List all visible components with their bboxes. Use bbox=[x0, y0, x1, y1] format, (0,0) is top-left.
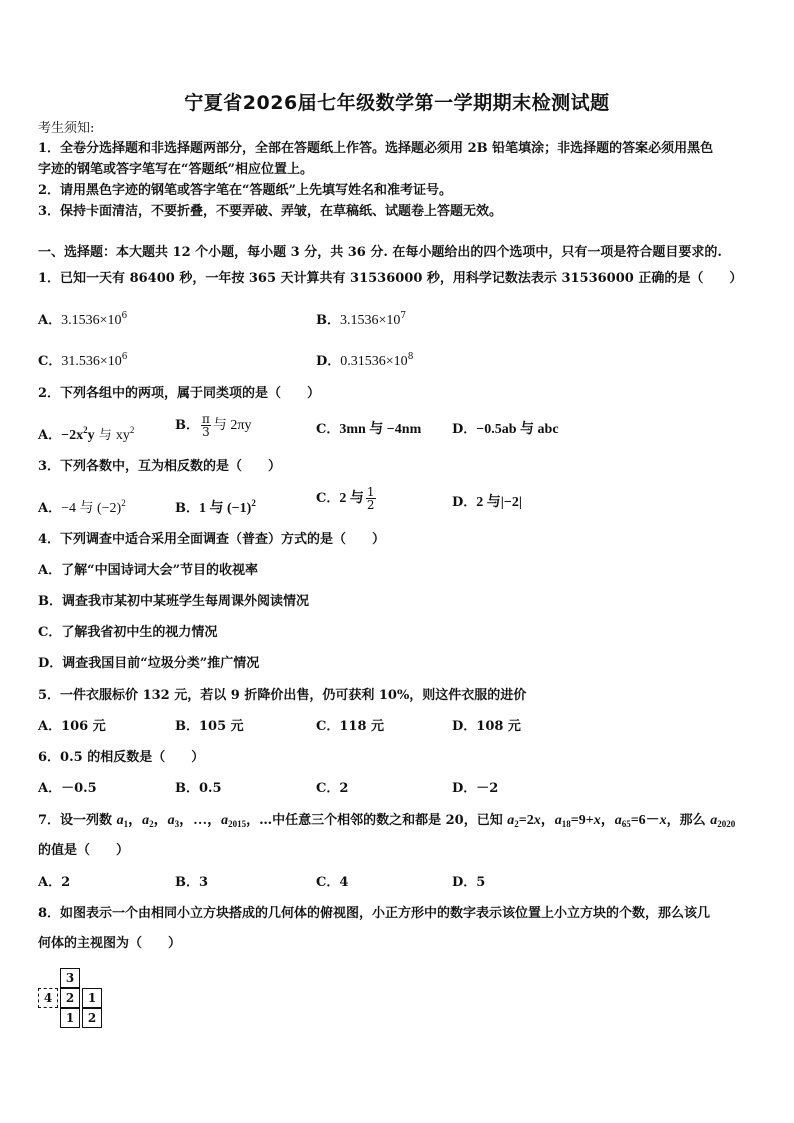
question-7-stem: 7．设一列数 $a_1$，$a_2$，$a_3$，…，$a_{2015}$，…中任意三个相邻的数之和都是 20，已知 $a_2=2x$，$a_{18}=9+x$，$a_{65}=6-x$，那么 $a_{2020}$ bbox=[38, 813, 736, 829]
q1-option-b bbox=[316, 307, 406, 330]
option-text: 3.1536×10 bbox=[61, 313, 122, 328]
option-label: C． bbox=[316, 422, 340, 437]
q5-option-b: B．105 元 bbox=[175, 719, 244, 734]
option-label: B． bbox=[316, 313, 340, 328]
question-4-stem: 4．下列调查中适合采用全面调查（普查）方式的是（ ） bbox=[38, 532, 386, 547]
fraction-numerator: π bbox=[202, 412, 210, 426]
option-text: 2 与|−2| bbox=[476, 495, 522, 510]
option-text: 0.31536×10 bbox=[340, 354, 408, 369]
exponent: 7 bbox=[400, 311, 407, 321]
option-label: B． bbox=[175, 501, 199, 516]
fraction bbox=[366, 486, 376, 511]
option-label: D． bbox=[452, 495, 477, 510]
grid-cell: 1 bbox=[82, 988, 102, 1008]
q2-option-a: A．$-2x^2y$ 与 $xy^2$ bbox=[38, 425, 135, 443]
notice-item: 3．保持卡面清洁，不要折叠，不要弄破、弄皱，在草稿纸、试题卷上答题无效。 bbox=[38, 204, 503, 219]
option-label: D． bbox=[452, 422, 477, 437]
q5-option-d: D．108 元 bbox=[452, 719, 521, 734]
notice-heading: 考生须知: bbox=[38, 121, 95, 136]
option-label: A． bbox=[38, 313, 62, 328]
q7-option-a: A．2 bbox=[38, 875, 71, 890]
q7-option-c: C．4 bbox=[316, 875, 349, 890]
q3-option-b bbox=[175, 494, 256, 518]
notice-item: 1．全卷分选择题和非选择题两部分，全部在答题纸上作答。选择题必须用 2B 铅笔填涂；非选择题的答案必须用黑色 bbox=[38, 141, 714, 156]
option-label: C． bbox=[316, 491, 340, 506]
question-6-stem: 6．0.5 的相反数是（ ） bbox=[38, 750, 205, 765]
q4-option: D．调查我国目前“垃圾分类”推广情况 bbox=[38, 656, 260, 671]
option-text: 3.1536×10 bbox=[340, 313, 401, 328]
option-text: −0.5ab 与 abc bbox=[476, 422, 559, 437]
section-heading: 一、选择题：本大题共 12 个小题，每小题 3 分，共 36 分. 在每小题给出的四个选项中，只有一项是符合题目要求的. bbox=[38, 245, 722, 260]
q2-option-c bbox=[316, 421, 421, 439]
exponent: 8 bbox=[407, 352, 414, 362]
math-term: $a_1$，$a_2$，$a_3$，…，$a_{2015}$ bbox=[116, 813, 247, 829]
option-label: A． bbox=[38, 501, 62, 516]
grid-cell: 1 bbox=[60, 1008, 80, 1028]
q7-option-b: B．3 bbox=[175, 875, 209, 890]
fraction-numerator: 1 bbox=[366, 485, 375, 499]
q6-option-a: A．－0.5 bbox=[38, 781, 97, 796]
q1-option-c bbox=[38, 348, 128, 371]
q4-option: A．了解“中国诗词大会”节目的收视率 bbox=[38, 563, 259, 578]
option-label: B． bbox=[175, 418, 199, 433]
fraction bbox=[201, 413, 211, 438]
grid-cell: 4 bbox=[38, 988, 58, 1008]
grid-cell: 2 bbox=[82, 1008, 102, 1028]
question-5-stem: 5．一件衣服标价 132 元，若以 9 折降价出售，仍可获利 10%，则这件衣服的进价 bbox=[38, 688, 527, 703]
grid-cell: 2 bbox=[60, 988, 80, 1008]
option-math: 1 与 $(-1)^2$ bbox=[199, 498, 256, 516]
q3-option-d bbox=[452, 494, 522, 512]
q2-option-b bbox=[175, 413, 251, 438]
q1-option-d bbox=[316, 348, 413, 371]
math-term: $a_2=2x$，$a_{18}=9+x$，$a_{65}=6-x$ bbox=[507, 813, 667, 829]
q5-option-c: C．118 元 bbox=[316, 719, 385, 734]
q3-option-c bbox=[316, 486, 378, 511]
option-label: A． bbox=[38, 428, 62, 443]
q1-option-a bbox=[38, 307, 127, 330]
q4-option: B．调查我市某初中某班学生每周课外阅读情况 bbox=[38, 594, 309, 609]
option-text: 2 与 bbox=[339, 491, 364, 506]
option-label: D． bbox=[316, 354, 341, 369]
q6-option-b: B．0.5 bbox=[175, 781, 222, 796]
exponent: 6 bbox=[121, 311, 128, 321]
q3-option-a bbox=[38, 494, 126, 518]
option-text: 与 2πy bbox=[212, 418, 252, 433]
option-math: $xy^2$ bbox=[115, 425, 135, 443]
question-8-stem: 何体的主视图为（ ） bbox=[38, 936, 182, 951]
option-math: −4 与 $(-2)^2$ bbox=[61, 498, 126, 516]
option-text: 3mn 与 −4nm bbox=[339, 422, 422, 437]
exponent: 6 bbox=[121, 352, 128, 362]
option-math: $-2x^2y$ bbox=[61, 425, 95, 443]
option-label: C． bbox=[38, 354, 62, 369]
question-7-stem-end: 的值是（ ） bbox=[38, 843, 130, 858]
question-2-stem: 2．下列各组中的两项，属于同类项的是（ ） bbox=[38, 386, 321, 401]
q5-option-a: A．106 元 bbox=[38, 719, 106, 734]
grid-cell: 3 bbox=[60, 968, 80, 988]
q6-option-c: C．2 bbox=[316, 781, 349, 796]
question-3-stem: 3．下列各数中，互为相反数的是（ ） bbox=[38, 459, 282, 474]
option-text: 31.536×10 bbox=[61, 354, 122, 369]
fraction-denominator: 3 bbox=[202, 425, 210, 439]
q4-option: C．了解我省初中生的视力情况 bbox=[38, 625, 218, 640]
q7-option-d: D．5 bbox=[452, 875, 486, 890]
fraction-denominator: 2 bbox=[366, 498, 375, 512]
page-title: 宁夏省2026届七年级数学第一学期期末检测试题 bbox=[184, 92, 610, 114]
q6-option-d: D．－2 bbox=[452, 781, 499, 796]
q2-option-d bbox=[452, 421, 559, 439]
question-8-stem: 8．如图表示一个由相同小立方块搭成的几何体的俯视图，小正方形中的数字表示该位置上小立方块的个数，那么该几 bbox=[38, 906, 711, 921]
question-1-stem: 1．已知一天有 86400 秒，一年按 365 天计算共有 31536000 秒，用科学记数法表示 31536000 正确的是（ ） bbox=[38, 271, 743, 286]
math-term: $a_{2020}$ bbox=[710, 813, 736, 829]
notice-item: 2．请用黑色字迹的钢笔或答字笔在“答题纸”上先填写姓名和准考证号。 bbox=[38, 183, 453, 198]
notice-item: 字迹的钢笔或答字笔写在“答题纸”相应位置上。 bbox=[38, 162, 313, 177]
